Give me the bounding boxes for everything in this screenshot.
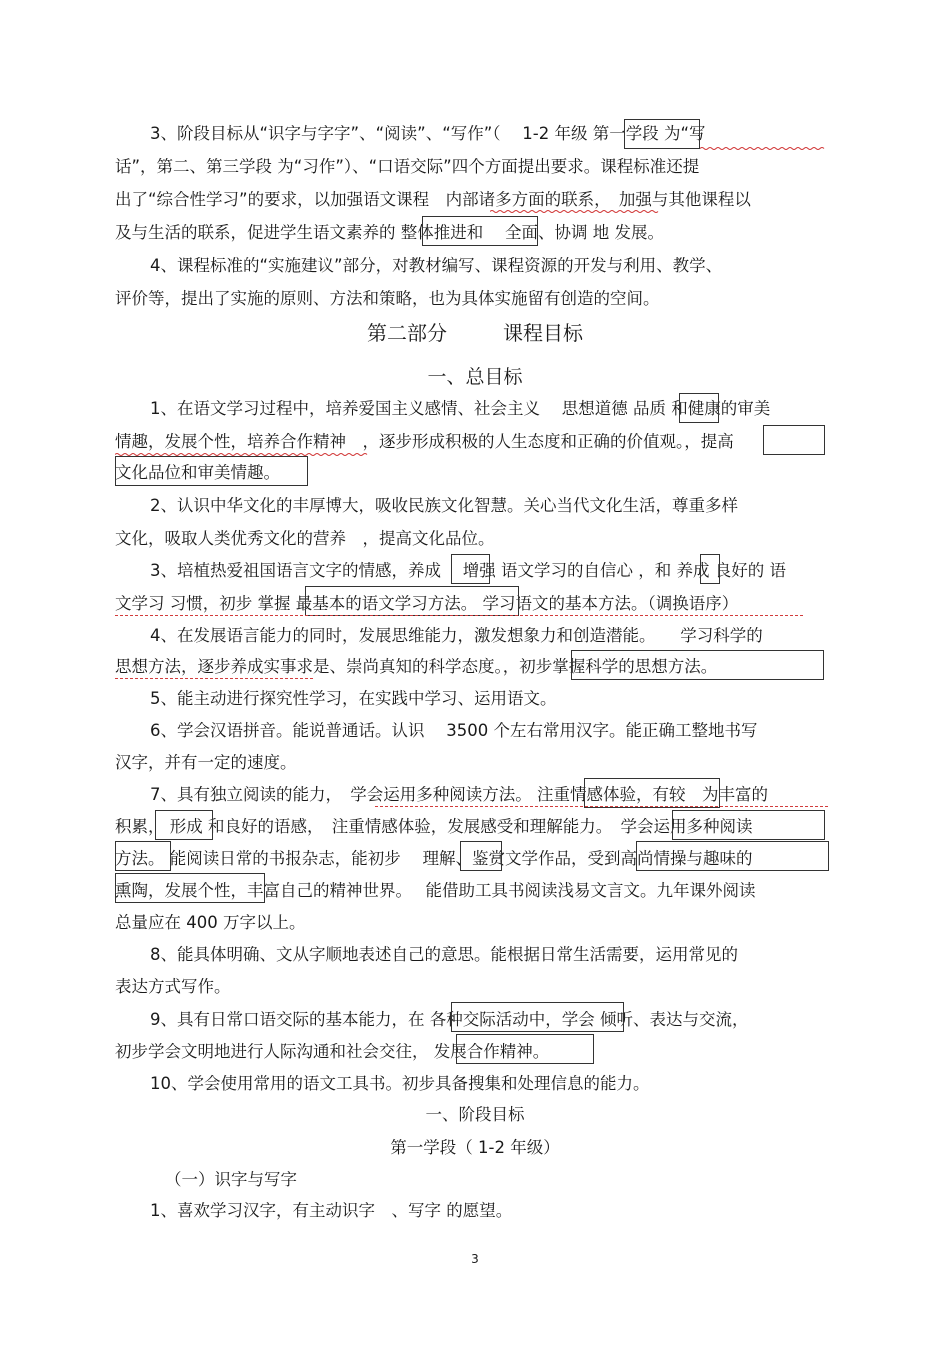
text-line: 9、具有日常口语交际的基本能力，在 各种交际活动中，学会 倾听、表达与交流，	[150, 1010, 749, 1029]
annotation-box	[636, 841, 829, 871]
text-line: 1、喜欢学习汉字，有主动识字 、写字 的愿望。	[150, 1201, 513, 1220]
wavy-underline	[490, 210, 660, 213]
section-heading-general-goal: 一、总目标	[427, 366, 523, 388]
wavy-underline	[700, 147, 825, 150]
text-line: 2、认识中华文化的丰厚博大，吸收民族文化智慧。关心当代文化生活，尊重多样	[150, 496, 738, 515]
text-line: 1、在语文学习过程中，培养爱国主义感情、社会主义 思想道德 品质 和健康的审美	[150, 399, 771, 418]
annotation-box	[456, 1034, 594, 1064]
text-line: 4、课程标准的“实施建议”部分，对教材编写、课程资源的开发与利用、教学、	[150, 256, 723, 275]
text-line: 4、在发展语言能力的同时，发展思维能力，激发想象力和创造潜能。 学习科学的	[150, 626, 763, 645]
wavy-underline	[375, 805, 830, 808]
section-heading-stage-goal: 一、阶段目标	[425, 1105, 525, 1124]
text-line: 出了“综合性学习”的要求，以加强语文课程 内部诸多方面的联系， 加强与其他课程以	[115, 190, 751, 209]
wavy-underline	[115, 614, 805, 617]
text-line: 10、学会使用常用的语文工具书。初步具备搜集和处理信息的能力。	[150, 1074, 650, 1093]
annotation-box	[763, 425, 825, 455]
text-line: 8、能具体明确、文从字顺地表述自己的意思。能根据日常生活需要，运用常见的	[150, 945, 738, 964]
annotation-box	[115, 873, 265, 903]
annotation-box	[672, 810, 825, 840]
text-line: 表达方式写作。	[115, 977, 231, 996]
text-line: 话”，第二、第三学段 为“习作”）、“口语交际”四个方面提出要求。课程标准还提	[115, 157, 700, 176]
text-line: 思想方法，逐步养成实事求是、崇尚真知的科学态度。，初步掌握科学的思想方法。	[115, 657, 718, 676]
text-line: 7、具有独立阅读的能力， 学会运用多种阅读方法。 注重情感体验，有较 为丰富的	[150, 785, 768, 804]
text-line: 3、培植热爱祖国语言文字的情感，养成 增强 语文学习的自信心 ，和 养成 良好的 语	[150, 561, 786, 580]
text-line: 文化品位和审美情趣。	[115, 463, 280, 482]
text-line: 文化，吸取人类优秀文化的营养 ，提高文化品位。	[115, 529, 495, 548]
annotation-box	[700, 554, 720, 584]
text-line: 情趣，发展个性，培养合作精神 ，逐步形成积极的人生态度和正确的价值观。，提高	[115, 432, 734, 451]
text-line: 文学习 习惯，初步 掌握 最基本的语文学习方法。 学习语文的基本方法。（调换语序）	[115, 594, 739, 613]
text-line: 6、学会汉语拼音。能说普通话。认识 3500 个左右常用汉字。能正确工整地书写	[150, 721, 758, 740]
text-line: 汉字，并有一定的速度。	[115, 753, 297, 772]
part-heading-right: 课程目标	[503, 321, 583, 345]
part-heading	[0, 320, 950, 346]
text-line: 熏陶，发展个性，丰富自己的精神世界。 能借助工具书阅读浅易文言文。九年课外阅读	[115, 881, 756, 900]
annotation-box	[624, 119, 700, 149]
subsection-heading-stage-one: 第一学段（ 1-2 年级）	[390, 1138, 560, 1157]
wavy-underline	[115, 677, 315, 680]
part-heading-left: 第二部分	[367, 321, 447, 345]
page-number: 3	[471, 1252, 479, 1266]
annotation-box	[460, 841, 502, 871]
text-line: 初步学会文明地进行人际沟通和社会交往， 发展合作精神。	[115, 1042, 550, 1061]
annotation-box	[305, 586, 519, 616]
text-line: 5、能主动进行探究性学习，在实践中学习、运用语文。	[150, 689, 557, 708]
text-line: 方法。 能阅读日常的书报杂志，能初步 理解、鉴赏文学作品，受到高尚情操与趣味的	[115, 849, 753, 868]
text-line: 总量应在 400 万字以上。	[115, 913, 306, 932]
text-line: 积累， 形成 和良好的语感， 注重情感体验，发展感受和理解能力。 学会运用多种阅读	[115, 817, 753, 836]
annotation-box	[451, 554, 490, 584]
annotation-box	[451, 1002, 624, 1032]
text-line: 及与生活的联系，促进学生语文素养的 整体推进和 全面、协调 地 发展。	[115, 223, 664, 242]
annotation-box	[679, 393, 719, 423]
annotation-box	[155, 810, 213, 840]
annotation-box	[115, 456, 308, 486]
annotation-box	[422, 216, 538, 246]
text-line: （一）识字与写字	[165, 1170, 297, 1189]
annotation-box	[571, 650, 824, 680]
text-line: 评价等，提出了实施的原则、方法和策略，也为具体实施留有创造的空间。	[115, 289, 660, 308]
annotation-box	[115, 841, 171, 871]
wavy-underline	[115, 453, 370, 456]
text-line: 3、阶段目标从“识字与字字”、“阅读”、“写作”（ 1-2 年级 第一学段 为“写	[150, 124, 706, 143]
annotation-box	[584, 778, 720, 808]
